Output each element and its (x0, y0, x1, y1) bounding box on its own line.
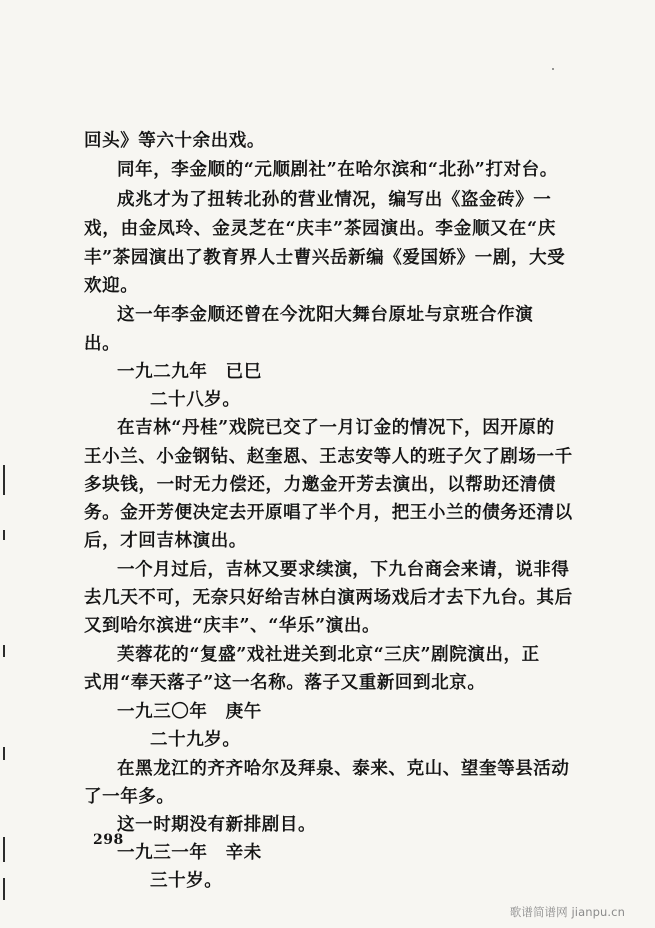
text-line: 式用“奉天落子”这一名称。落子又重新回到北京。 (84, 673, 486, 693)
text-line: 芙蓉花的“复盛”戏社进关到北京“三庆”剧院演出，正 (117, 645, 540, 665)
text-line: 又到哈尔滨进“庆丰”、“华乐”演出。 (84, 616, 381, 636)
age-line: 二十八岁。 (150, 390, 241, 410)
text-line: 去几天不可，无奈只好给吉林白演两场戏后才去下九台。其后 (84, 588, 573, 608)
scan-edge-mark (3, 878, 5, 900)
text-line: 同年，李金顺的“元顺剧社”在哈尔滨和“北孙”打对台。 (117, 160, 558, 180)
scan-edge-mark (3, 465, 5, 495)
text-line: 成兆才为了扭转北孙的营业情况，编写出《盗金砖》一 (117, 190, 552, 210)
year-heading: 一九二九年 已巳 (117, 362, 262, 382)
text-line: 多块钱，一时无力偿还，力邀金开芳去演出，以帮助还清债 (84, 475, 556, 495)
scan-edge-mark (3, 837, 5, 862)
year-heading: 一九三〇年 庚午 (117, 702, 262, 722)
age-line: 二十九岁。 (150, 730, 241, 750)
text-line: 戏，由金凤玲、金灵芝在“庆丰”茶园演出。李金顺又在“庆 (84, 219, 556, 239)
scan-edge-mark (3, 645, 5, 657)
scan-edge-mark (3, 747, 5, 760)
scan-edge-mark (3, 530, 5, 540)
age-line: 三十岁。 (150, 871, 223, 891)
watermark: 歌谱简谱网 jianpu.cn (509, 905, 625, 919)
text-line: 了一年多。 (84, 787, 175, 807)
year-heading: 一九三一年 辛未 (117, 843, 262, 863)
text-line: 在黑龙江的齐齐哈尔及拜泉、泰来、克山、望奎等县活动 (117, 759, 570, 779)
speck (552, 68, 554, 70)
text-line: 回头》等六十余出戏。 (84, 131, 265, 151)
text-line: 务。金开芳便决定去开原唱了半个月，把王小兰的债务还清以 (84, 503, 573, 523)
text-line: 丰”茶园演出了教育界人士曹兴岳新编《爱国娇》一剧，大受 (84, 248, 566, 268)
text-line: 在吉林“丹桂”戏院已交了一月订金的情况下，因开原的 (117, 418, 555, 438)
text-line: 后，才回吉林演出。 (84, 531, 247, 551)
text-line: 欢迎。 (84, 276, 139, 296)
text-line: 出。 (84, 334, 121, 354)
text-line: 这一年李金顺还曾在今沈阳大舞台原址与京班合作演 (117, 305, 534, 325)
text-line: 这一时期没有新排剧目。 (117, 815, 317, 835)
page-number: 298 (93, 832, 124, 848)
text-line: 王小兰、小金钢钻、赵奎恩、王志安等人的班子欠了剧场一千 (84, 447, 573, 467)
text-line: 一个月过后，吉林又要求续演，下九台商会来请，说非得 (117, 560, 570, 580)
